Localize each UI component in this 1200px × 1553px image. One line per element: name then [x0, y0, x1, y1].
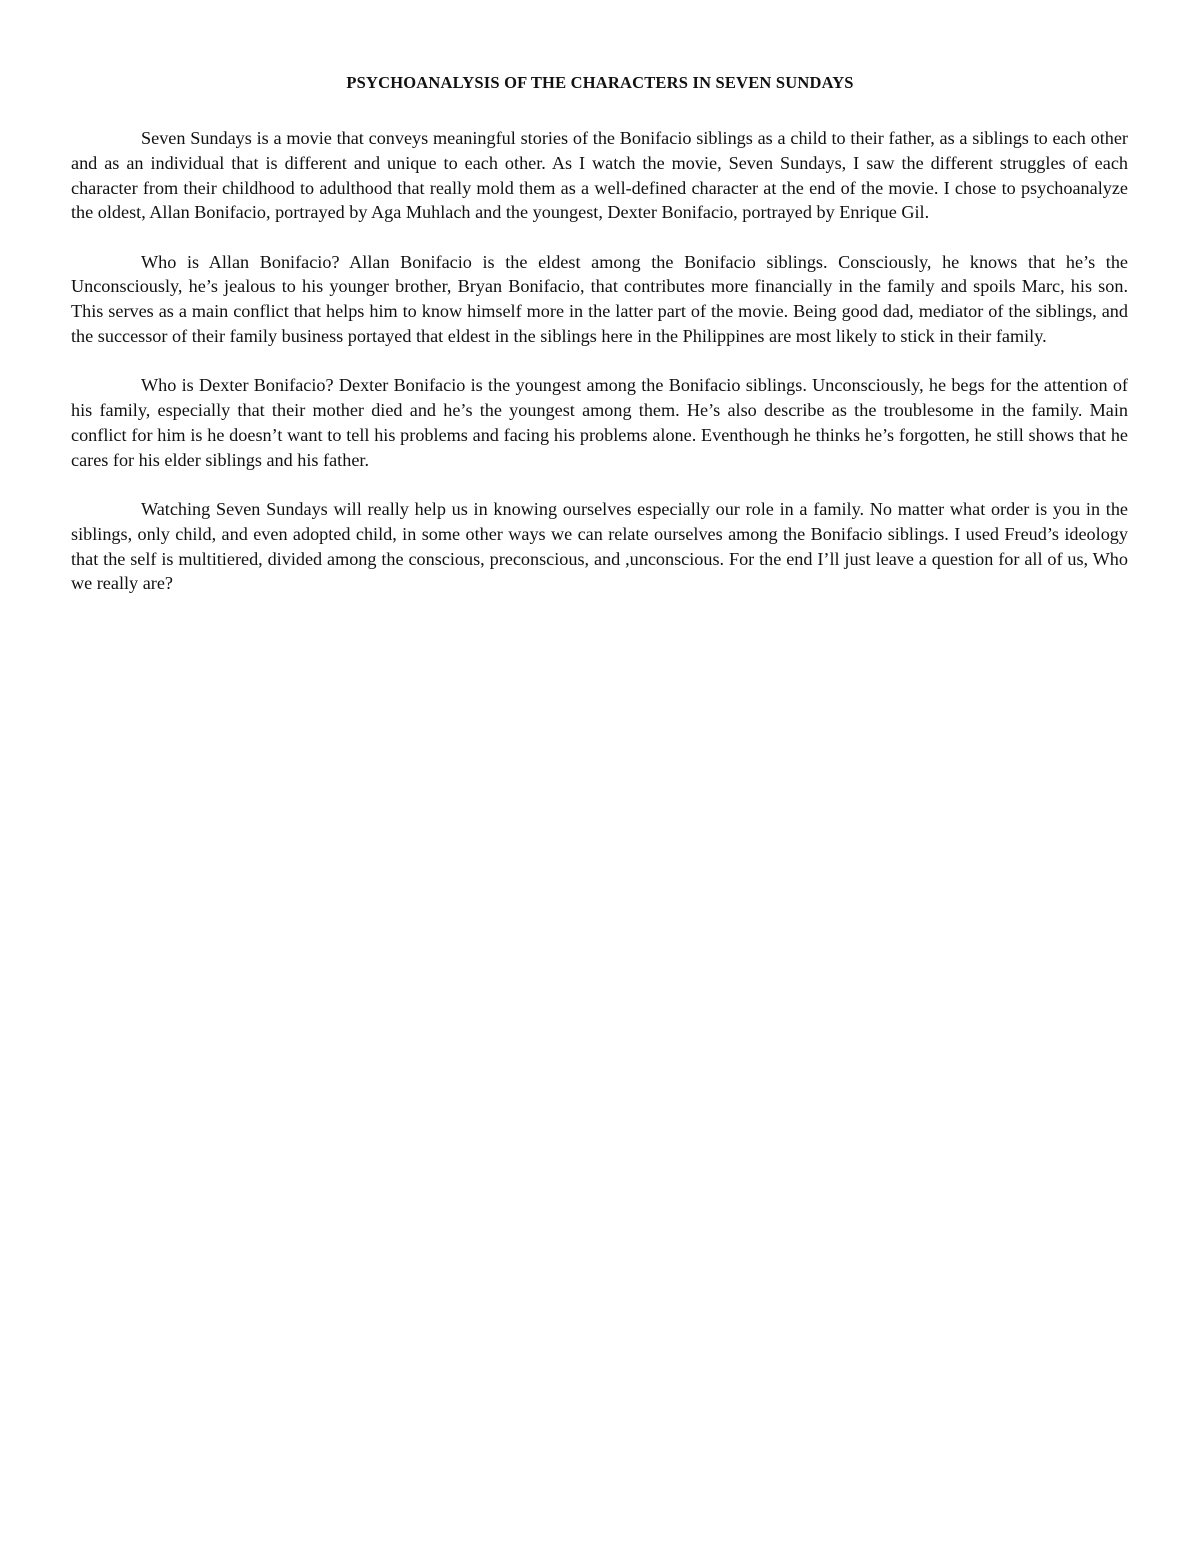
- paragraph-allan-bonifacio: Who is Allan Bonifacio? Allan Bonifacio is the eldest among the Bonifacio siblings. Consciously, he knows that he’s the Unconsciously, he’s jealous to his younger brother, Bryan Bonifacio, that contributes more financially in the family and spoils Marc, his son. This serves as a main conflict that helps him to know himself more in the latter part of the movie. Being good dad, mediator of the siblings, and the successor of their family business portayed that eldest in the siblings here in the Philippines are most likely to stick in their family.: [71, 251, 1128, 347]
- paragraph-dexter-bonifacio: Who is Dexter Bonifacio? Dexter Bonifacio is the youngest among the Bonifacio siblings. Unconsciously, he begs for the attention of his family, especially that their mother died and he’s the youngest among them. He’s also describe as the troublesome in the family. Main conflict for him is he doesn’t want to tell his problems and facing his problems alone. Eventhough he thinks he’s forgotten, he still shows that he cares for his elder siblings and his father.: [71, 375, 1128, 470]
- paragraph-introduction: Seven Sundays is a movie that conveys meaningful stories of the Bonifacio siblings as a child to their father, as a siblings to each other and as an individual that is different and unique to each other. As I watch the movie, Seven Sundays, I saw the different struggles of each character from their childhood to adulthood that really mold them as a well-defined character at the end of the movie. I chose to psychoanalyze the oldest, Allan Bonifacio, portrayed by Aga Muhlach and the youngest, Dexter Bonifacio, portrayed by Enrique Gil.: [71, 128, 1128, 223]
- document-title: PSYCHOANALYSIS OF THE CHARACTERS IN SEVEN SUNDAYS: [346, 73, 854, 92]
- document-body: [71, 126, 1128, 621]
- paragraph-conclusion: Watching Seven Sundays will really help us in knowing ourselves especially our role in a family. No matter what order is you in the siblings, only child, and even adopted child, in some other ways we can relate ourselves among the Bonifacio siblings. I used Freud’s ideology that the self is multitiered, divided among the conscious, preconscious, and ,unconscious. For the end I’ll just leave a question for all of us, Who we really are?: [71, 499, 1128, 594]
